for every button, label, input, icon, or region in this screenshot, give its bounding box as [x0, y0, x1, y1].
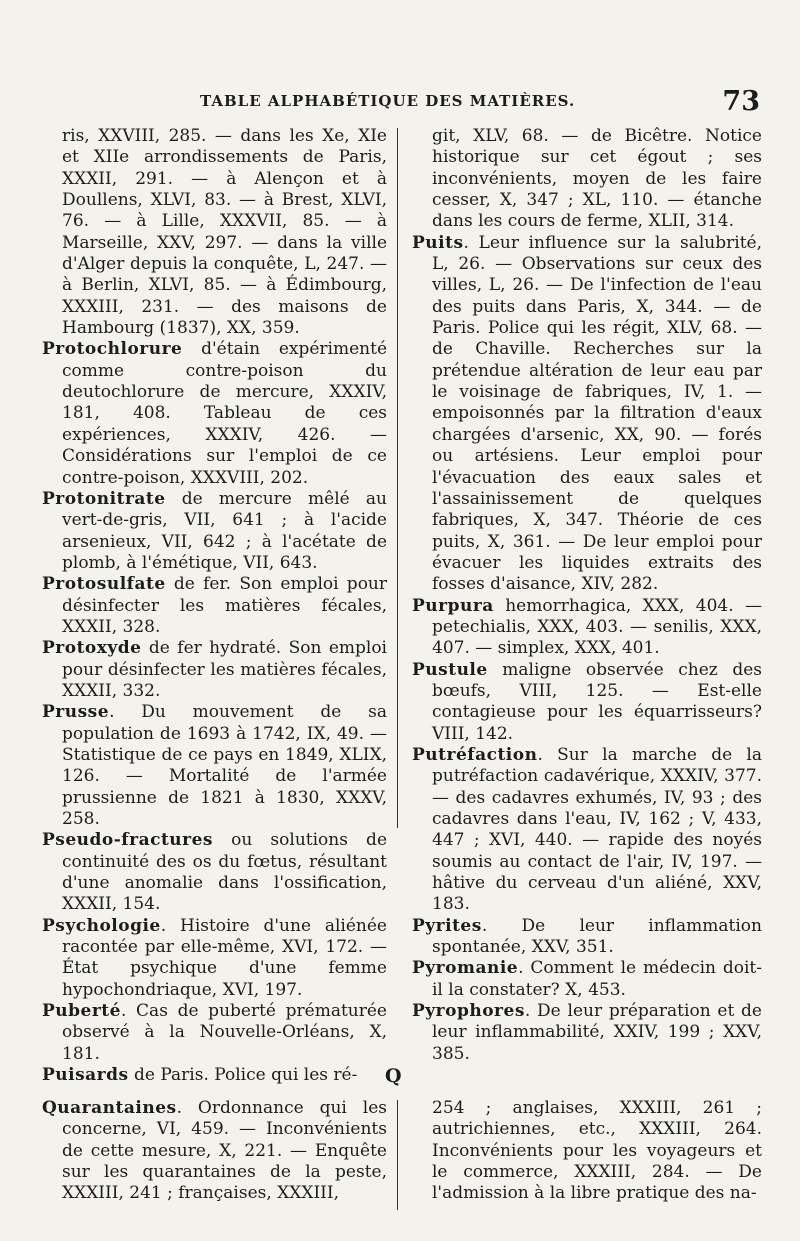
entry-headword: Quarantaines — [42, 1098, 177, 1118]
entry-headword: Protonitrate — [42, 488, 166, 509]
page-number: 73 — [722, 86, 760, 117]
index-entry — [412, 660, 762, 745]
entry-headword: Puisards — [42, 1065, 129, 1086]
entry-text: de fer hydraté. Son emploi pour désinfecter les matières fécales, XXXII, 332. — [62, 638, 387, 701]
entry-headword: Putréfaction — [412, 744, 538, 765]
entry-text: ou solutions de continuité des os du fœtus, résultant d'une anomalie dans l'ossification, XXXII, 154. — [62, 830, 387, 915]
entry-headword: Pustule — [412, 659, 488, 680]
running-title: TABLE ALPHABÉTIQUE DES MATIÈRES. — [200, 92, 576, 110]
entry-headword: Prusse — [42, 702, 110, 723]
index-entry — [42, 1001, 387, 1065]
entry-text: . Comment le médecin doit-il la constater? X, 453. — [432, 958, 762, 1000]
entry-text: . Du mouvement de sa population de 1693 à 1742, IX, 49. — Statistique de ce pays en 1849, XLIX, 126. — Mortalité de l'armée prussienne de 1821 à 1830, XXXV, 258. — [62, 702, 387, 829]
entry-text: hemorrhagica, XXX, 404. — petechialis, XXX, 403. — senilis, XXX, 407. — simplex, XXX, 401. — [432, 595, 762, 659]
index-entry — [42, 830, 387, 915]
entry-text: . Histoire d'une aliénée racontée par elle-même, XVI, 172. — État psychique d'une femme hypochondriaque, XVI, 197. — [62, 915, 387, 1000]
index-entry — [42, 1098, 387, 1205]
entry-text: . De leur inflammation spontanée, XXV, 351. — [432, 915, 762, 958]
index-entry: ris, XXVIII, 285. — dans les Xe, XIe et XIIe arrondissements de Paris, XXXII, 291. — à Alençon et à Doullens, XLVI, 83. — à Brest, XLVI, 76. — à Lille, XXXVII, 85. — à Marseille, XXV, 297. — dans la ville d'Alger depuis la conquête, L, 247. — à Berlin, XLVI, 85. — à Édimbourg, XXXIII, 231. — des maisons de Hambourg (1837), XX, 359. — [62, 126, 387, 339]
column-divider-bottom — [397, 1100, 398, 1210]
entry-headword: Pyrites — [412, 915, 482, 936]
bottom-right-column — [412, 1098, 762, 1205]
entry-headword: Protochlorure — [42, 339, 183, 360]
index-entry: git, XLV, 68. — de Bicêtre. Notice historique sur cet égout ; ses inconvénients, moyen de les faire cesser, X, 347 ; XL, 110. — étanche dans les cours de ferme, XLII, 314. — [432, 126, 762, 232]
index-entry — [412, 233, 762, 596]
entry-text: maligne observée chez des bœufs, VIII, 125. — Est-elle contagieuse pour les équarrisseurs? VIII, 142. — [432, 659, 762, 744]
entry-text: de fer. Son emploi pour désinfecter les matières fécales, XXXII, 328. — [62, 574, 387, 637]
entry-text: . De leur préparation et de leur inflammabilité, XXIV, 199 ; XXV, 385. — [432, 1001, 762, 1064]
entry-text: de mercure mêlé au vert-de-gris, VII, 641 ; à l'acide arsenieux, VII, 642 ; à l'acétate de plomb, à l'émétique, VII, 643. — [62, 488, 387, 573]
index-entry — [42, 1065, 387, 1086]
entry-headword: Puberté — [42, 1001, 121, 1022]
entry-headword: Pyromanie — [412, 958, 519, 979]
entry-text: . Cas de puberté prématurée observé à la Nouvelle-Orléans, X, 181. — [62, 1001, 387, 1064]
column-divider — [397, 128, 398, 828]
entry-headword: Psychologie — [42, 915, 161, 936]
index-entry — [412, 596, 762, 660]
entry-headword: Pyrophores — [412, 1001, 525, 1022]
entry-headword: Protoxyde — [42, 638, 142, 659]
entry-text: . Ordonnance qui les concerne, VI, 459. — Inconvénients de cette mesure, X, 221. — Enquête sur les quarantaines de la peste, XXXIII, 241 ; françaises, XXXIII, — [62, 1098, 387, 1204]
index-entry — [42, 574, 387, 638]
section-letter: Q — [385, 1065, 402, 1087]
index-entry — [42, 339, 387, 488]
index-entry — [412, 1001, 762, 1065]
index-entry — [412, 1098, 762, 1205]
index-entry — [42, 638, 387, 702]
index-entry — [412, 958, 762, 1001]
index-entry — [42, 702, 387, 830]
entry-text: de Paris. Police qui les ré- — [128, 1065, 358, 1086]
index-entry — [412, 745, 762, 916]
entry-headword: Purpura — [412, 595, 494, 616]
right-column — [412, 126, 762, 1065]
entry-text: 254 ; anglaises, XXXIII, 261 ; autrichiennes, etc., XXXIII, 264. Inconvénients pour les voyageurs et le commerce, XXXIII, 284. — De l'admission à la libre pratique des na- — [432, 1098, 762, 1204]
entry-headword: Puits — [412, 232, 464, 253]
index-entry — [42, 916, 387, 1001]
entry-text: . Sur la marche de la putréfaction cadavérique, XXXIV, 377. — des cadavres exhumés, IV, 93 ; des cadavres dans l'eau, IV, 162 ; V, 433, 447 ; XVI, 440. — rapide des noyés soumis au contact de l'air, IV, 197. — hâtive du cerveau d'un aliéné, XXV, 183. — [432, 744, 762, 915]
entry-headword: Pseudo-fractures — [42, 830, 214, 851]
bottom-left-column — [42, 1098, 387, 1205]
index-entry — [42, 489, 387, 574]
entry-text: d'étain expérimenté comme contre-poison du deutochlorure de mercure, XXXIV, 181, 408. Tableau de ces expériences, XXXIV, 426. — Considérations sur l'emploi de ce contre-poison, XXXVIII, 202. — [62, 339, 387, 488]
entry-text: . Leur influence sur la salubrité, L, 26. — Observations sur ceux des villes, L, 26. — De l'infection de l'eau des puits dans Paris, X, 344. — de Paris. Police qui les régit, XLV, 68. — de Chaville. Recherches sur la prétendue altération de leur eau par le voisinage de fabriques, IV, 1. — empoisonnés par la filtration d'eaux chargées d'arsenic, XX, 90. — forés ou artésiens. Leur emploi pour l'évacuation des eaux sales et l'assainissement de quelques fabriques, X, 347. Théorie de ces puits, X, 361. — De leur emploi pour évacuer les liquides extraits des fosses d'aisance, XIV, 282. — [432, 232, 762, 595]
entry-headword: Protosulfate — [42, 574, 166, 595]
page-header — [40, 86, 760, 122]
index-entry — [412, 916, 762, 959]
left-column — [42, 126, 387, 1086]
